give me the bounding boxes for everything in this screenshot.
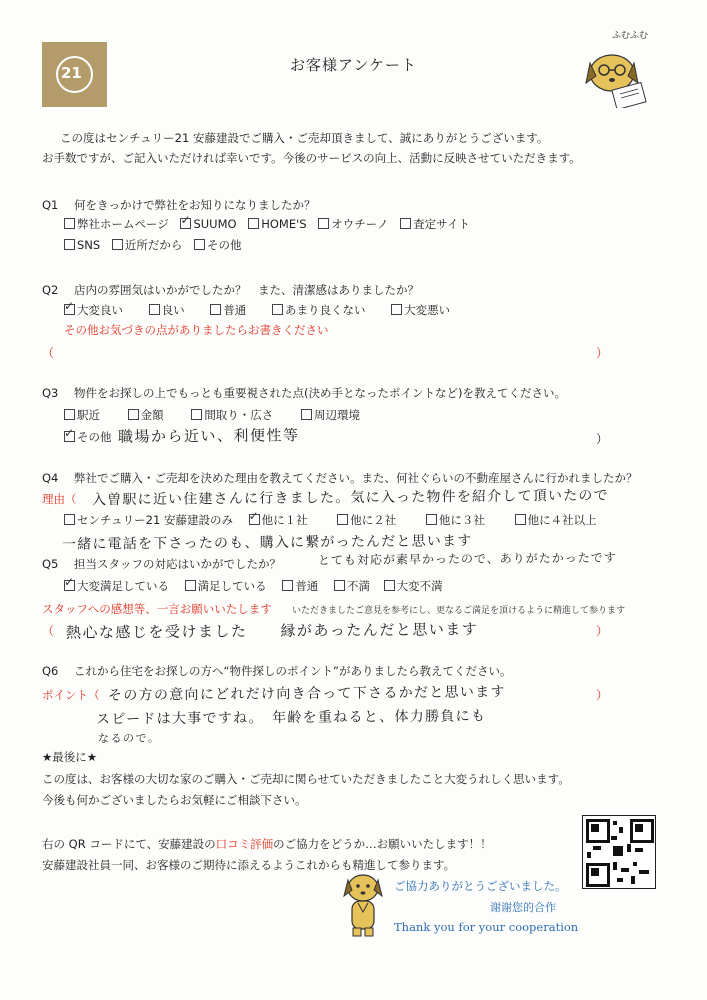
- q2-paren-close: ）: [596, 346, 609, 360]
- checkbox-checked[interactable]: [64, 431, 75, 442]
- checkbox[interactable]: [149, 304, 160, 315]
- q3-options: [64, 407, 368, 423]
- checkbox[interactable]: [318, 218, 329, 229]
- q1-label: Q1: [42, 198, 59, 212]
- q4-label: Q4: [42, 471, 59, 485]
- q2-note-label: その他お気づきの点がありましたらお書きください: [64, 323, 329, 337]
- q4-text: 弊社でご購入・ご売却を決めた理由を教えてください。また、何社ぐらいの不動産屋さんに行かれましたか？: [74, 471, 638, 485]
- q5-options: [64, 578, 451, 594]
- review-highlight: 口コミ評価: [215, 837, 274, 851]
- q1-question: [42, 197, 316, 213]
- checkbox[interactable]: [400, 218, 411, 229]
- q2-option[interactable]: あまり良くない: [272, 302, 366, 318]
- checkbox[interactable]: [282, 580, 293, 591]
- checkbox[interactable]: [391, 304, 402, 315]
- mascot-dog-reading: [582, 28, 657, 108]
- q5-paren-open: （: [42, 624, 55, 638]
- closing-qr-line: 右の QR コードにて、安藤建設の口コミ評価のご協力をどうか…お願いいたします！！: [42, 837, 492, 851]
- q2-text: 店内の雰囲気はいかがでしたか？ また、清潔感はありましたか？: [74, 283, 420, 297]
- thanks-chinese: 谢谢您的合作: [490, 901, 556, 914]
- checkbox[interactable]: [515, 514, 526, 525]
- q1-option[interactable]: ✓ SUUMO: [180, 217, 236, 231]
- checkbox[interactable]: [64, 514, 75, 525]
- q6-label: Q6: [42, 664, 59, 678]
- q2-option[interactable]: ✓大変良い: [64, 302, 123, 318]
- q3-question: [42, 385, 566, 401]
- q4-handwritten-line-1: 入曽駅に近い住建さんに行きました。気に入った物件を紹介して頂いたので: [91, 487, 609, 509]
- q5-handwritten-answer: 熱心な感じを受けました 縁があったんだと思います: [65, 620, 479, 642]
- q5-option[interactable]: ✓大変満足している: [64, 578, 169, 594]
- mascot-caption: ふむふむ: [612, 31, 649, 41]
- checkbox[interactable]: [301, 409, 312, 420]
- q3-option[interactable]: 間取り・広さ: [191, 407, 273, 423]
- q5-handwritten-side-note: とても対応が素早かったので、ありがたかったです: [317, 550, 617, 568]
- q4-option[interactable]: 他に３社: [426, 512, 485, 528]
- q1-options-row1: [64, 216, 478, 232]
- q2-option[interactable]: 普通: [210, 302, 246, 318]
- q2-question: [42, 282, 419, 298]
- q4-option[interactable]: 他に４社以上: [515, 512, 597, 528]
- q1-option[interactable]: その他: [194, 237, 242, 253]
- q5-option[interactable]: 不満: [334, 578, 370, 594]
- q5-staff-label: スタッフへの感想等、一言お願いいたします: [42, 602, 272, 616]
- logo-number: 21: [61, 64, 82, 82]
- q5-option[interactable]: 満足している: [185, 578, 267, 594]
- q1-option[interactable]: SNS: [64, 238, 100, 252]
- checkbox[interactable]: [334, 580, 345, 591]
- q3-option[interactable]: 金額: [128, 407, 164, 423]
- q3-other-option[interactable]: ✓その他: [64, 429, 112, 445]
- q1-option[interactable]: 弊社ホームページ: [64, 216, 169, 232]
- q5-staff-note: いただきましたご意見を参考にし、更なるご満足を頂けるように精進して参ります: [292, 606, 626, 616]
- q2-option[interactable]: 大変悪い: [391, 302, 450, 318]
- thanks-english: Thank you for your cooperation: [394, 920, 579, 934]
- q1-option[interactable]: 査定サイト: [400, 216, 470, 232]
- q2-option[interactable]: 良い: [149, 302, 185, 318]
- q4-question: [42, 470, 638, 486]
- dog-icon: [582, 28, 657, 108]
- q1-text: 何をきっかけで弊社をお知りになりましたか？: [74, 198, 316, 212]
- checkbox[interactable]: [248, 218, 259, 229]
- checkbox[interactable]: [185, 580, 196, 591]
- checkbox[interactable]: [64, 239, 75, 250]
- review-qr-code[interactable]: [582, 815, 656, 889]
- q6-point-label: ポイント（: [42, 688, 100, 702]
- q1-option[interactable]: オウチーノ: [318, 216, 388, 232]
- q5-text: 担当スタッフの対応はいかがでしたか？: [74, 557, 282, 571]
- closing-line-2: 今後も何かございましたらお気軽にご相談下さい。: [42, 793, 307, 807]
- q1-option[interactable]: HOME'S: [248, 217, 306, 231]
- checkbox[interactable]: [426, 514, 437, 525]
- intro-line-2: お手数ですが、ご記入いただければ幸いです。今後のサービスの向上、活動に反映させていただきます。: [42, 151, 581, 165]
- q3-text: 物件をお探しの上でもっとも重要視された点(決め手となったポイントなど)を教えてください。: [74, 386, 566, 400]
- q3-option[interactable]: 周辺環境: [301, 407, 360, 423]
- checkbox-checked[interactable]: [64, 304, 75, 315]
- checkbox[interactable]: [128, 409, 139, 420]
- checkbox-checked[interactable]: [180, 218, 191, 229]
- q4-handwritten-line-2: 一緒に電話を下さったのも、購入に繋がったんだと思います: [61, 533, 473, 553]
- q6-text: これから住宅をお探しの方へ“物件探しのポイント”がありましたら教えてください。: [74, 664, 512, 678]
- q5-label: Q5: [42, 557, 59, 571]
- q2-paren-open: （: [42, 346, 55, 360]
- q5-paren-close: ）: [596, 624, 609, 638]
- closing-heading: ★最後に★: [42, 750, 98, 764]
- checkbox[interactable]: [210, 304, 221, 315]
- checkbox[interactable]: [64, 218, 75, 229]
- q5-question: [42, 556, 281, 572]
- q5-option[interactable]: 普通: [282, 578, 318, 594]
- q3-paren-close: ）: [596, 432, 609, 446]
- q4-option[interactable]: ✓ 他に１社: [249, 512, 308, 528]
- q2-label: Q2: [42, 283, 59, 297]
- checkbox[interactable]: [384, 580, 395, 591]
- q4-reason-label: 理由（: [42, 492, 77, 506]
- q5-option[interactable]: 大変不満: [384, 578, 443, 594]
- dog-icon: [338, 870, 388, 940]
- checkbox[interactable]: [337, 514, 348, 525]
- checkbox[interactable]: [191, 409, 202, 420]
- page-title: お客様アンケート: [289, 56, 418, 74]
- closing-line-4: 安藤建設社員一同、お客様のご期待に添えるようこれからも精進して参ります。: [42, 858, 456, 872]
- q4-options: [64, 512, 605, 528]
- q4-option[interactable]: センチュリー21 安藤建設のみ: [64, 512, 233, 528]
- checkbox[interactable]: [272, 304, 283, 315]
- q3-handwritten-answer: 職場から近い、利便性等: [117, 426, 300, 446]
- checkbox[interactable]: [112, 239, 123, 250]
- q6-question: [42, 663, 511, 679]
- checkbox[interactable]: [194, 239, 205, 250]
- q3-option[interactable]: 駅近: [64, 407, 100, 423]
- q2-options: [64, 302, 458, 318]
- q6-paren-close: ）: [596, 688, 609, 702]
- intro-line-1: この度はセンチュリー21 安藤建設でご購入・ご売却頂きまして、誠にありがとうございます。: [60, 131, 549, 145]
- checkbox-checked[interactable]: [64, 580, 75, 591]
- q6-handwritten-line-2: スピードは大事ですね。 年齢を重ねると、体力勝負にも: [95, 708, 487, 728]
- q1-option[interactable]: 近所だから: [112, 237, 183, 253]
- thanks-japanese: ご協力ありがとうございました。: [394, 879, 567, 893]
- mascot-dog-bottom: [338, 870, 388, 940]
- checkbox[interactable]: [64, 409, 75, 420]
- q6-handwritten-line-1: その方の意向にどれだけ向き合って下さるかだと思います: [107, 684, 506, 704]
- q1-options-row2: [64, 237, 250, 253]
- q4-option[interactable]: 他に２社: [337, 512, 396, 528]
- checkbox-checked[interactable]: [249, 514, 260, 525]
- q3-label: Q3: [42, 386, 59, 400]
- q6-handwritten-line-3: なるので。: [97, 731, 161, 746]
- closing-line-1: この度は、お客様の大切な家のご購入・ご売却に関らせていただきましたこと大変うれしく思います。: [42, 772, 570, 786]
